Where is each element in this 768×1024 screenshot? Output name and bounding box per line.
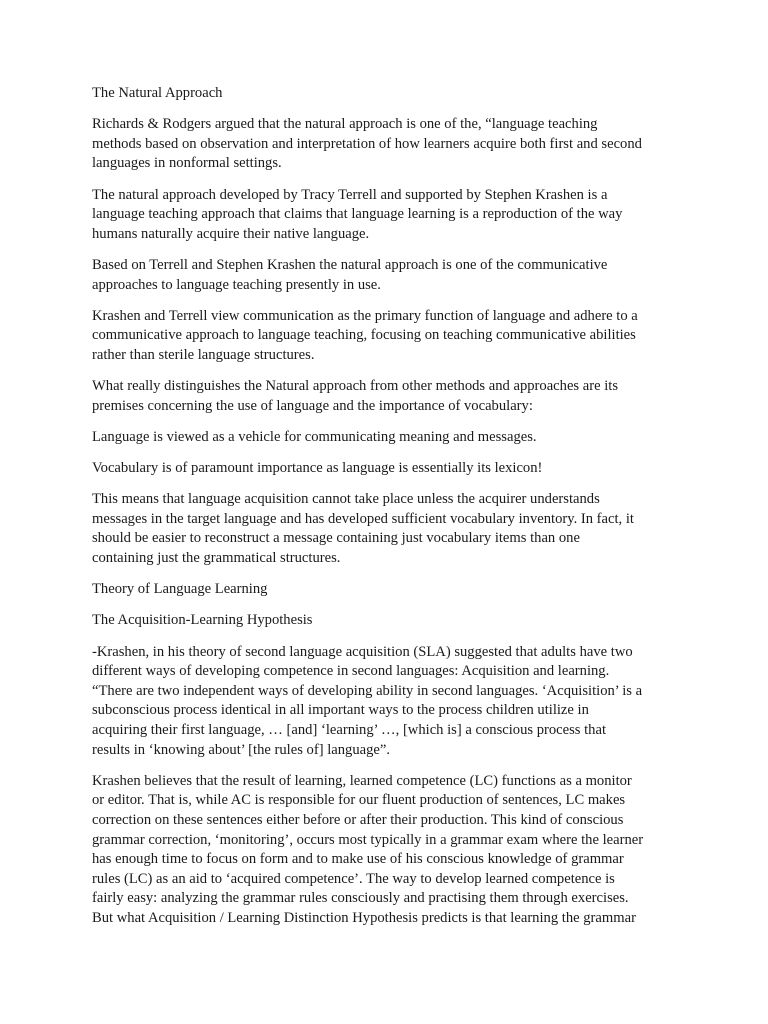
paragraph-communicative-approaches: Based on Terrell and Stephen Krashen the natural approach is one of the communicative approaches to language teaching presently in use.	[92, 256, 608, 293]
document-page	[92, 84, 682, 940]
paragraph-communication-function: Krashen and Terrell view communication as the primary function of language and adhere to a communicative approach to language teaching, focusing on teaching communicative abilities rather than sterile language structures.	[92, 307, 638, 363]
paragraph-distinguishes: What really distinguishes the Natural approach from other methods and approaches are its premises concerning the use of language and the importance of vocabulary:	[92, 378, 619, 414]
paragraph-terrell-krashen: The natural approach developed by Tracy Terrell and supported by Stephen Krashen is a language teaching approach that claims that language learning is a reproduction of the way humans naturally acquire their native language.	[92, 186, 623, 242]
paragraph-richards-rodgers: Richards & Rodgers argued that the natural approach is one of the, “language teaching methods based on observation and interpretation of how learners acquire both first and second languages in nonformal settings.	[92, 116, 642, 172]
paragraph-vocabulary-importance: Vocabulary is of paramount importance as language is essentially its lexicon!	[92, 460, 543, 477]
paragraph-language-vehicle: Language is viewed as a vehicle for communicating meaning and messages.	[92, 428, 537, 445]
paragraph-krashen-sla: -Krashen, in his theory of second language acquisition (SLA) suggested that adults have two different ways of developing competence in second languages: Acquisition and learning. “There are two independent ways of developing ability in second languages. ‘Acquisition’ is a subconscious process identical in all important ways to the process children utilize in acquiring their first language, … [and] ‘learning’ …, [which is] a conscious process that results in ‘knowing about’ [the rules of] language”.	[92, 643, 643, 758]
section-heading-theory: Theory of Language Learning	[92, 581, 268, 598]
section-heading-hypothesis: The Acquisition-Learning Hypothesis	[92, 612, 313, 629]
paragraph-learned-competence: Krashen believes that the result of learning, learned competence (LC) functions as a monitor or editor. That is, while AC is responsible for our fluent production of sentences, LC makes correction on these sentences either before or after their production. This kind of conscious grammar correction, ‘monitoring’, occurs most typically in a grammar exam where the learner has enough time to focus on form and to make use of his conscious knowledge of grammar rules (LC) as an aid to ‘acquired competence’. The way to develop learned competence is fairly easy: analyzing the grammar rules consciously and practising them through exercises. But what Acquisition / Learning Distinction Hypothesis predicts is that learning the grammar	[92, 772, 644, 926]
document-title: The Natural Approach	[92, 85, 223, 101]
paragraph-acquisition-meaning: This means that language acquisition cannot take place unless the acquirer understands messages in the target language and has developed sufficient vocabulary inventory. In fact, it should be easier to reconstruct a message containing just vocabulary items than one containing just the grammatical structures.	[92, 491, 634, 567]
